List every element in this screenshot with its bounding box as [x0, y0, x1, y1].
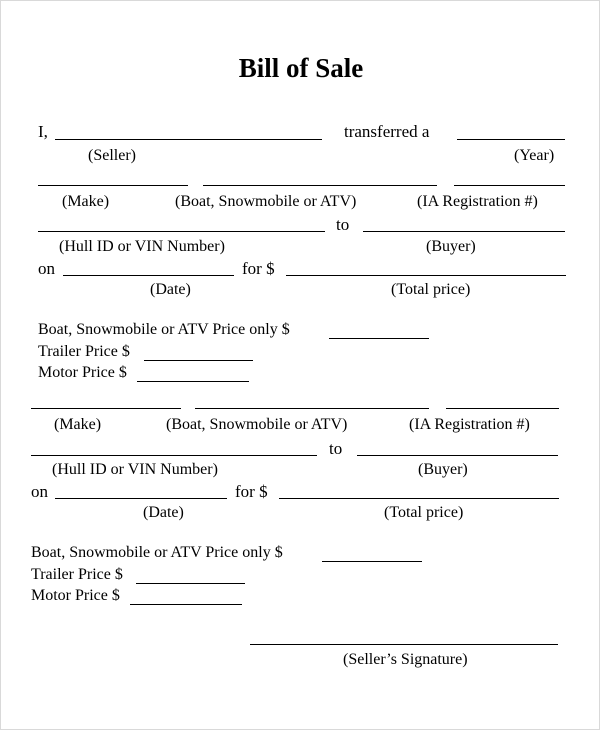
vehicle-type-field-2[interactable]	[195, 408, 429, 409]
for-text-1: for $	[242, 259, 275, 278]
buyer-field-1[interactable]	[363, 231, 565, 232]
registration-label-2: (IA Registration #)	[409, 416, 530, 433]
make-label-2: (Make)	[54, 416, 102, 433]
total-price-field-2[interactable]	[279, 498, 559, 499]
make-field-2[interactable]	[31, 408, 181, 409]
hull-vin-label-1: (Hull ID or VIN Number)	[59, 238, 225, 255]
vehicle-price-text-1: Boat, Snowmobile or ATV Price only $	[38, 321, 290, 338]
motor-price-text-1: Motor Price $	[38, 364, 127, 381]
on-text-1: on	[38, 259, 55, 278]
seller-signature-field[interactable]	[250, 644, 558, 645]
transferred-text: transferred a	[344, 122, 430, 141]
date-field-2[interactable]	[55, 498, 227, 499]
total-price-label-2: (Total price)	[384, 504, 464, 521]
motor-price-field-1[interactable]	[137, 381, 249, 382]
vehicle-price-field-2[interactable]	[322, 561, 422, 562]
make-label-1: (Make)	[62, 193, 110, 210]
total-price-label-1: (Total price)	[391, 281, 471, 298]
date-field-1[interactable]	[63, 275, 234, 276]
on-text-2: on	[31, 482, 48, 501]
vehicle-type-label-1: (Boat, Snowmobile or ATV)	[175, 193, 357, 210]
year-field[interactable]	[457, 139, 565, 140]
date-label-1: (Date)	[150, 281, 191, 298]
registration-label-1: (IA Registration #)	[417, 193, 538, 210]
buyer-field-2[interactable]	[357, 455, 558, 456]
registration-field-1[interactable]	[454, 185, 565, 186]
seller-label: (Seller)	[88, 147, 136, 164]
trailer-price-text-1: Trailer Price $	[38, 343, 130, 360]
vehicle-price-text-2: Boat, Snowmobile or ATV Price only $	[31, 544, 283, 561]
buyer-label-1: (Buyer)	[426, 238, 476, 255]
seller-name-field[interactable]	[55, 139, 322, 140]
seller-signature-label: (Seller’s Signature)	[343, 651, 468, 668]
vehicle-type-label-2: (Boat, Snowmobile or ATV)	[166, 416, 348, 433]
hull-vin-label-2: (Hull ID or VIN Number)	[52, 461, 218, 478]
to-text-2: to	[329, 439, 343, 458]
vehicle-type-field-1[interactable]	[203, 185, 437, 186]
year-label: (Year)	[514, 147, 555, 164]
hull-vin-field-1[interactable]	[38, 231, 325, 232]
intro-pronoun: I,	[38, 122, 48, 141]
registration-field-2[interactable]	[446, 408, 559, 409]
total-price-field-1[interactable]	[286, 275, 566, 276]
motor-price-field-2[interactable]	[130, 604, 242, 605]
trailer-price-field-1[interactable]	[144, 360, 253, 361]
buyer-label-2: (Buyer)	[418, 461, 468, 478]
date-label-2: (Date)	[143, 504, 184, 521]
vehicle-price-field-1[interactable]	[329, 338, 429, 339]
hull-vin-field-2[interactable]	[31, 455, 317, 456]
trailer-price-field-2[interactable]	[136, 583, 245, 584]
for-text-2: for $	[235, 482, 268, 501]
motor-price-text-2: Motor Price $	[31, 587, 120, 604]
make-field-1[interactable]	[38, 185, 188, 186]
trailer-price-text-2: Trailer Price $	[31, 566, 123, 583]
page-title: Bill of Sale	[238, 53, 364, 83]
to-text-1: to	[336, 215, 350, 234]
